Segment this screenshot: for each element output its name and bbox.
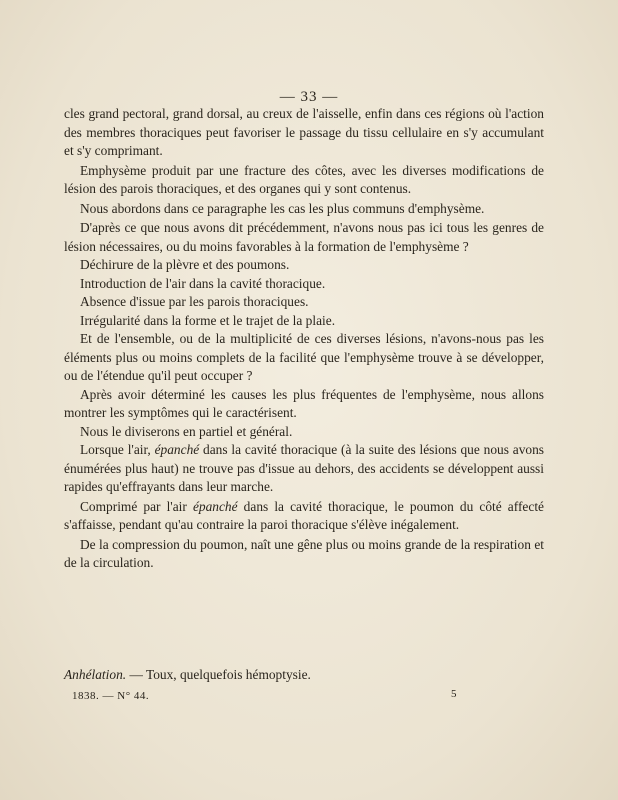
paragraph-2: Emphysème produit par une fracture des côtes, avec les diverses modifications de lésion des parois thoraciques, et des organes qui y sont contenus.	[64, 162, 544, 196]
paragraph-12	[64, 441, 544, 497]
symptoms-italic: Anhélation.	[64, 667, 127, 682]
paragraph-6: Introduction de l'air dans la cavité thoracique.	[80, 275, 326, 291]
paragraph-1: cles grand pectoral, grand dorsal, au creux de l'aisselle, enfin dans ces régions où l'action des membres thoraciques peut favoriser le passage du tissu cellulaire en s'y accumulant et s'y comprimant.	[64, 106, 544, 158]
paragraph-3: Nous abordons dans ce paragraphe les cas les plus communs d'emphysème.	[80, 200, 485, 216]
p12-after: dans la cavité thoracique (à la suite des lésions que nous avons énumérées plus haut) ne trouve pas d'issue au dehors, des accidents se développent aussi rapides qu'effrayants dans leur marche.	[64, 442, 544, 494]
paragraph-4: D'après ce que nous avons dit précédemment, n'avons nous pas ici tous les genres de lésion nécessaires, ou du moins favorables à la formation de l'emphysème ?	[64, 220, 544, 254]
page-number-header: — 33 —	[279, 89, 339, 105]
paragraph-8: Irrégularité dans la forme et le trajet de la plaie.	[80, 312, 336, 328]
paragraph-14: De la compression du poumon, naît une gêne plus ou moins grande de la respiration et de la circulation.	[64, 536, 544, 570]
paragraph-9: Et de l'ensemble, ou de la multiplicité de ces diverses lésions, n'avons-nous pas les éléments plus ou moins complets de la facilité que l'emphysème trouve à se développer, ou de l'étendue qu'il peut occuper ?	[64, 331, 544, 383]
body-text	[64, 105, 544, 573]
paragraph-11: Nous le diviserons en partiel et général.	[80, 423, 293, 439]
signature-mark: 1838. — N° 44.	[72, 690, 150, 702]
sheet-number: 5	[451, 688, 457, 700]
paragraph-13	[64, 498, 544, 535]
paragraph-10: Après avoir déterminé les causes les plus fréquentes de l'emphysème, nous allons montrer les symptômes qui le caractérisent.	[64, 386, 544, 420]
symptoms-line	[64, 666, 544, 684]
p13-before: Comprimé par l'air	[80, 498, 193, 514]
symptoms-rest: — Toux, quelquefois hémoptysie.	[126, 667, 311, 682]
p12-before: Lorsque l'air,	[80, 442, 155, 457]
p13-italic: épanché	[192, 498, 238, 514]
paragraph-5: Déchirure de la plèvre et des poumons.	[80, 257, 290, 272]
p13-after: dans la cavité thoracique, le poumon du côté affecté s'affaisse, pendant qu'au contraire la paroi thoracique s'élève inégalement.	[64, 498, 544, 532]
paragraph-7: Absence d'issue par les parois thoraciques.	[80, 294, 309, 309]
p12-italic: épanché	[154, 442, 200, 457]
